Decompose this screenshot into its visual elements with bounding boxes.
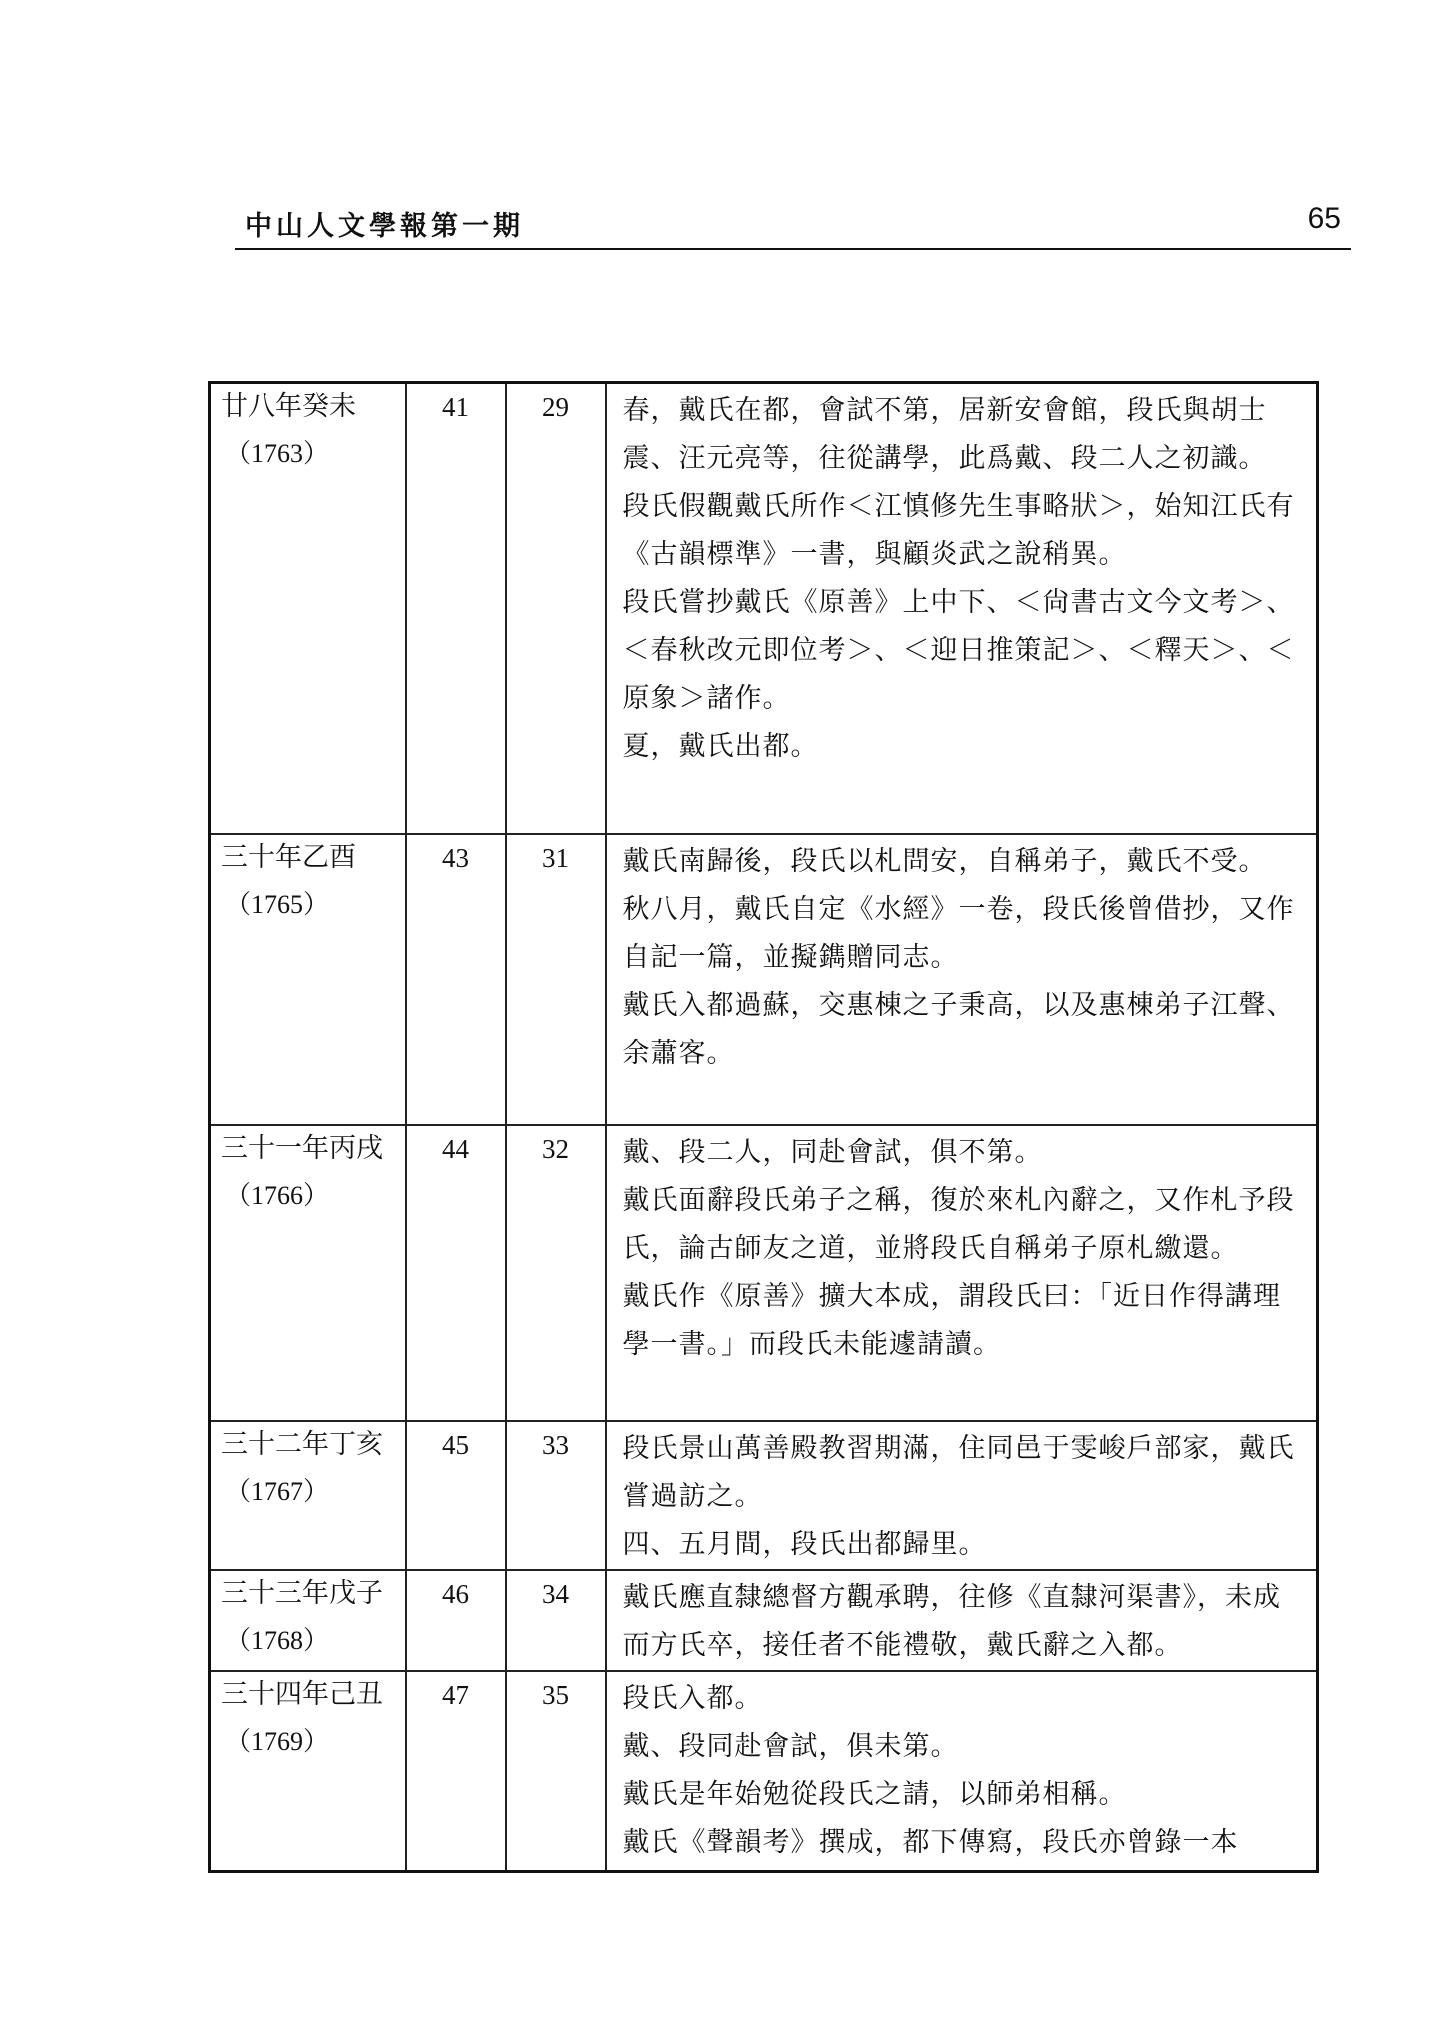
- age-dai-cell: [406, 834, 506, 1125]
- events-cell: [606, 834, 1318, 1125]
- event-text: 段氏嘗抄戴氏《原善》上中下、＜尙書古文今文考＞、＜春秋改元即位考＞、＜迎日推策記＞、＜釋天＞、＜原象＞諸作。: [622, 587, 1295, 714]
- year-name: 三十年乙酉: [221, 841, 356, 873]
- running-header: [235, 196, 1351, 250]
- age-dai-cell: [406, 1421, 506, 1570]
- year-cell: [210, 834, 406, 1125]
- year-ce: （1767）: [225, 1476, 330, 1506]
- age-duan-cell: [506, 1671, 606, 1872]
- age-dai-cell: [406, 1125, 506, 1421]
- chronology-table: [208, 381, 1319, 1873]
- event-text: 戴氏應直隸總督方觀承聘，往修《直隸河渠書》，未成而方氏卒，接任者不能禮敬，戴氏辭之入都。: [622, 1581, 1281, 1661]
- age-dai-cell: [406, 383, 506, 834]
- event-text: 戴氏作《原善》擴大本成，謂段氏曰：「近日作得講理學一書。」而段氏未能遽請讀。: [622, 1280, 1281, 1360]
- age-dai: 46: [442, 1578, 469, 1609]
- event-text: 段氏景山萬善殿教習期滿，住同邑于雯峻戶部家，戴氏嘗過訪之。: [622, 1432, 1295, 1512]
- age-dai: 41: [442, 392, 469, 422]
- event-text: 戴氏入都過蘇，交惠棟之子秉高，以及惠棟弟子江聲、余蕭客。: [622, 989, 1295, 1069]
- age-duan: 31: [542, 842, 569, 873]
- event-text: 四、五月間，段氏出都歸里。: [622, 1528, 987, 1560]
- events-cell: [606, 1125, 1318, 1421]
- year-cell: [210, 1671, 406, 1872]
- table-row: [210, 1570, 1318, 1671]
- table-row: [210, 834, 1318, 1125]
- year-name: 三十四年己丑: [221, 1678, 383, 1710]
- year-name: 廿八年癸未: [221, 391, 356, 422]
- events-cell: [606, 1570, 1318, 1671]
- page-number: 65: [1307, 202, 1341, 235]
- event-text: 戴氏面辭段氏弟子之稱，復於來札內辭之，又作札予段氏，論古師友之道，並將段氏自稱弟子原札繳還。: [622, 1184, 1295, 1264]
- age-dai: 45: [442, 1429, 469, 1460]
- age-duan: 29: [542, 392, 569, 422]
- year-ce: （1768）: [225, 1625, 330, 1655]
- age-dai: 43: [442, 842, 469, 873]
- table-row: [210, 1671, 1318, 1872]
- age-duan: 35: [542, 1679, 569, 1710]
- year-name: 三十一年丙戌: [221, 1132, 383, 1164]
- events-cell: [606, 1421, 1318, 1570]
- year-name: 三十二年丁亥: [221, 1428, 383, 1460]
- year-ce: （1763）: [225, 439, 330, 468]
- event-text: 秋八月，戴氏自定《水經》一卷，段氏後曾借抄，又作自記一篇，並擬鐫贈同志。: [622, 893, 1295, 973]
- year-cell: [210, 383, 406, 834]
- event-text: 戴、段二人，同赴會試，俱不第。: [622, 1136, 1043, 1168]
- age-duan-cell: [506, 383, 606, 834]
- age-duan-cell: [506, 1421, 606, 1570]
- table-row: [210, 1421, 1318, 1570]
- year-ce: （1765）: [225, 889, 330, 919]
- year-ce: （1769）: [225, 1726, 330, 1756]
- event-text: 戴、段同赴會試，俱未第。: [622, 1730, 959, 1762]
- year-cell: [210, 1570, 406, 1671]
- year-ce: （1766）: [225, 1180, 330, 1210]
- age-duan-cell: [506, 1125, 606, 1421]
- age-dai-cell: [406, 1671, 506, 1872]
- event-text: 戴氏《聲韻考》撰成，都下傳寫，段氏亦曾錄一本: [622, 1826, 1239, 1858]
- age-dai: 47: [442, 1679, 469, 1710]
- event-text: 戴氏南歸後，段氏以札問安，自稱弟子，戴氏不受。: [622, 845, 1267, 877]
- event-text: 段氏假觀戴氏所作＜江慎修先生事略狀＞，始知江氏有《古韻標準》一書，與顧炎武之說稍異。: [622, 491, 1295, 570]
- journal-title: 中山人文學報第一期: [245, 211, 524, 242]
- year-cell: [210, 1125, 406, 1421]
- events-cell: [606, 383, 1318, 834]
- event-text: 夏，戴氏出都。: [622, 731, 819, 762]
- age-duan: 32: [542, 1133, 569, 1164]
- year-cell: [210, 1421, 406, 1570]
- age-dai: 44: [442, 1133, 469, 1164]
- table-row: [210, 383, 1318, 834]
- age-duan: 34: [542, 1578, 569, 1609]
- age-dai-cell: [406, 1570, 506, 1671]
- age-duan-cell: [506, 834, 606, 1125]
- table-row: [210, 1125, 1318, 1421]
- event-text: 戴氏是年始勉從段氏之請，以師弟相稱。: [622, 1778, 1127, 1810]
- event-text: 段氏入都。: [622, 1682, 763, 1714]
- age-duan: 33: [542, 1429, 569, 1460]
- age-duan-cell: [506, 1570, 606, 1671]
- events-cell: [606, 1671, 1318, 1872]
- year-name: 三十三年戊子: [221, 1577, 383, 1609]
- event-text: 春，戴氏在都，會試不第，居新安會館，段氏與胡士震、汪元亮等，往從講學，此爲戴、段二人之初識。: [622, 395, 1267, 474]
